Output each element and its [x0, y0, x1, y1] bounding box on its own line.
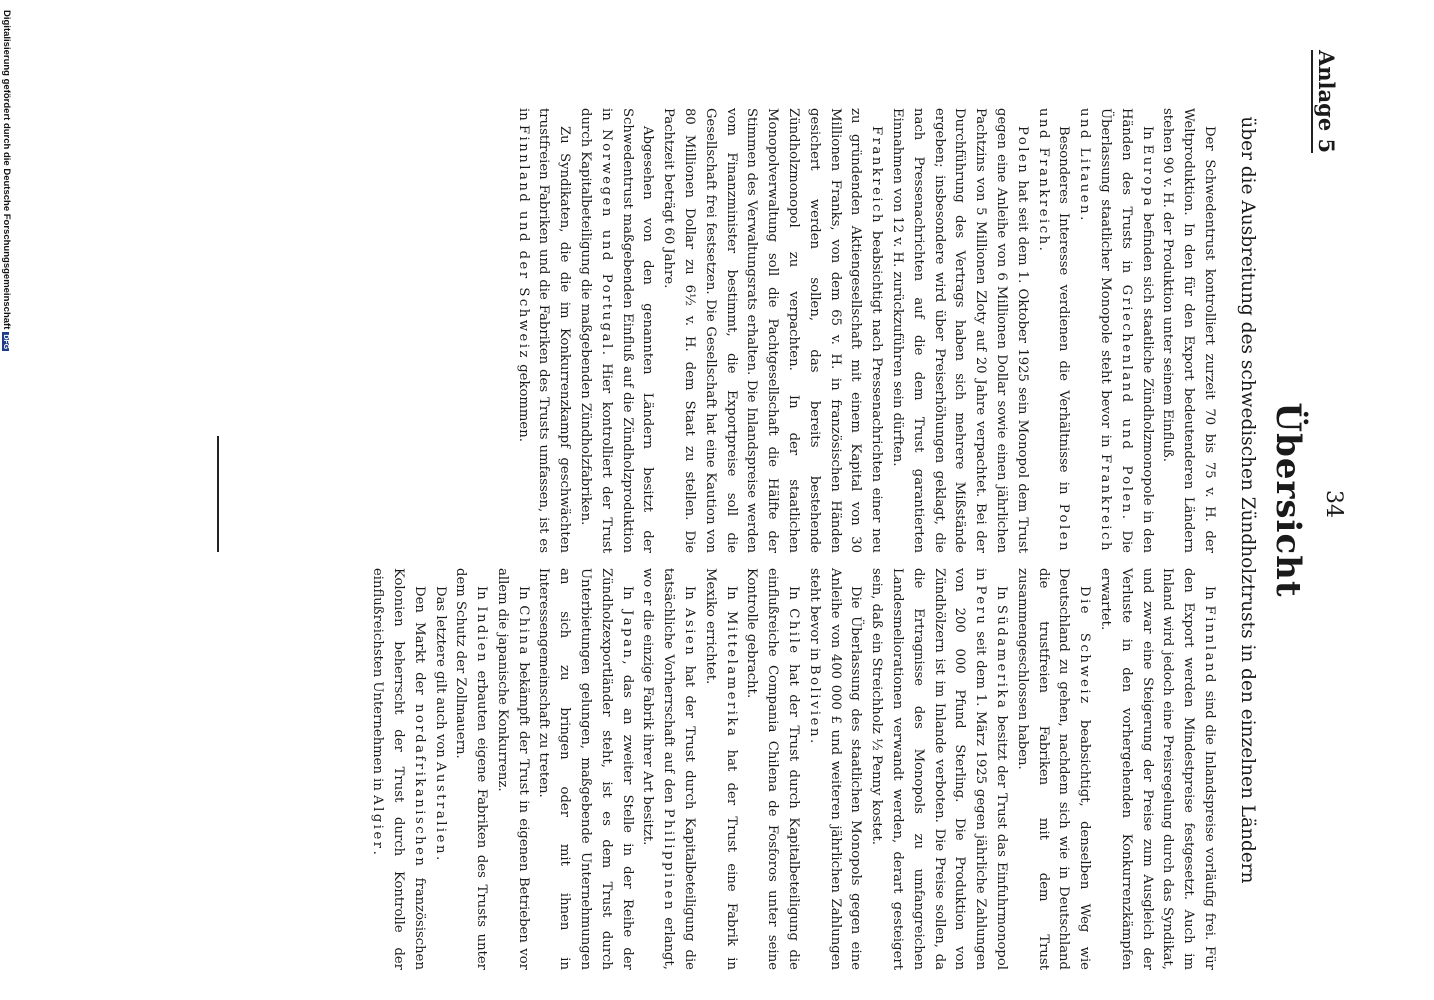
paragraph: Abgesehen von den genannten Ländern besitzt der Schwedentrust maßgebenden Einfluß auf die Zündholzproduktion in Norwegen und Portugal. Hier kontrolliert der Trust durch Kapitalbeteiligung die maßgebenden Zündholzfabriken.: [578, 108, 656, 554]
paragraph: In Europa befinden sich staatliche Zündholzmonopole in den Händen des Trusts in Griechenland und Polen. Die Überlassung staatlicher Monopole steht bevor in Frankreich und Litauen.: [1077, 108, 1155, 553]
dfg-footer: [1, 10, 12, 351]
paragraph: In Asien hat der Trust durch Kapitalbeteiligung die tatsächliche Vorherrschaft auf den Philippinen erlangt, wo er die einzige Fabrik ihrer Art besitzt.: [640, 568, 698, 970]
paragraph: In Indien erbauten eigene Fabriken des Trusts unter dem Schutz der Zollmauern.: [453, 568, 490, 970]
page-subtitle: über die Ausbreitung des schwedischen Zündholztrusts in den einzelnen Ländern: [1237, 116, 1258, 884]
paragraph: In Chile hat der Trust durch Kapitalbeteiligung die einflußreiche Compania Chilena de Fosforos unter seine Kontrolle gebracht.: [744, 568, 802, 970]
left-column: [512, 108, 1219, 553]
page-title: Übersicht: [1268, 402, 1308, 598]
divider-rule: [217, 436, 219, 552]
paragraph: Polen hat seit dem 1. Oktober 1925 sein Monopol dem Trust gegen eine Anleihe von 6 Millionen Dollar sowie einen jährlichen Pachtzins von 5 Millionen Zloty auf 20 Jahre verpachtet. Bei der Durchführung des Vertrags haben sich mehrere Mißstände ergeben; insbesondere wird über Preiserhöhungen geklagt, die nach Pressenachrichten auf die dem Trust garantierten Einnahmen von 12 v. H. zurückzuführen sein dürften.: [890, 108, 1030, 553]
paragraph: Besonderes Interesse verdienen die Verhältnisse in Polen und Frankreich.: [1035, 108, 1072, 553]
paragraph: In Mittelamerika hat der Trust eine Fabrik in Mexiko errichtet.: [702, 568, 739, 970]
paragraph: In Südamerika besitzt der Trust das Einfuhrmonopol in Peru seit dem 1. März 1925 gegen jährliche Zahlungen von 200 000 Pfund Sterling. Die Produktion von Zündhölzern ist im Inlande verboten. Die Preise sollen, da die Ertragnisse des Monopols zu umfangreichen Landesmeliorationen verwandt werden, derart gesteigert sein, daß ein Streichholz ½ Penny kostet.: [869, 568, 1010, 970]
paragraph: Die Überlassung des staatlichen Monopols gegen eine Anleihe von 400 000 £ und weiteren jährlichen Zahlungen steht bevor in Bolivien.: [806, 568, 864, 970]
paragraph: In China bekämpft der Trust in eigenen Betrieben vor allem die japanische Konkurrenz.: [494, 568, 531, 970]
paragraph: Der Schwedentrust kontrolliert zurzeit 70 bis 75 v. H. der Weltproduktion. In den für den Export bedeutenderen Ländern stehen 90 v. H. der Produktion unter seinem Einfluß.: [1160, 108, 1217, 553]
footer-text: Digitalisierung gefördert durch die Deutsche Forschungsgemeinschaft: [1, 10, 12, 330]
right-column: [366, 568, 1219, 970]
paragraph: In Japan, das an zweiter Stelle in der Reihe der Zündholzexportländer steht, ist es dem Trust durch Unterbietungen gelungen, maßgebende Unternehmungen an sich zu bringen oder mit ihnen in Interessengemeinschaft zu treten.: [536, 568, 635, 970]
appendix-label: Anlage 5: [1311, 50, 1339, 153]
paragraph: Frankreich beabsichtigt nach Pressenachrichten einer neu zu gründenden Aktiengesellschaft mit einem Kapital von 30 Millionen Franks, von dem 65 v. H. in französischen Händen gesichert werden sollen, das bereits bestehende Zündholzmonopol zu verpachten. In der staatlichen Monopolverwaltung soll die Pachtgesellschaft die Hälfte der Stimmen des Verwaltungsrats erhalten. Die Inlandspreise werden vom Finanzminister bestimmt, die Exportpreise soll die Gesellschaft frei festsetzen. Die Gesellschaft hat eine Kaution von 80 Millionen Dollar zu 6½ v. H. dem Staat zu stellen. Die Pachtzeit beträgt 60 Jahre.: [661, 108, 885, 553]
paragraph: In Finnland sind die Inlandspreise vorläufig frei. Für den Export werden Mindestpreise festgesetzt. Auch im Inland wird jedoch eine Preisregelung durch das Syndikat, und zwar eine Steigerung der Preise zum Ausgleich der Verluste in den vorhergehenden Konkurrenzkämpfen erwartet.: [1098, 568, 1217, 970]
paragraph: Den Markt der nordafrikanischen französischen Kolonien beherrscht der Trust durch Kontrolle der einflußreichsten Unternehmen in Algier.: [370, 568, 427, 970]
paragraph: Das letztere gilt auch von Australien.: [432, 586, 448, 861]
paragraph: Zu Syndikaten, die die im Konkurrenzkampf geschwächten trustfreien Fabriken und die Fabriken des Trusts umfassen, ist es in Finnland und der Schweiz gekommen.: [515, 108, 573, 553]
paragraph: Die Schweiz beabsichtigt, denselben Weg wie Deutschland zu gehen, nachdem sich wie in Deutschland die trustfreien Fabriken mit dem Trust zusammengeschlossen haben.: [1014, 568, 1093, 970]
dfg-logo: DFG: [2, 334, 9, 350]
page-number: 34: [1321, 490, 1346, 518]
